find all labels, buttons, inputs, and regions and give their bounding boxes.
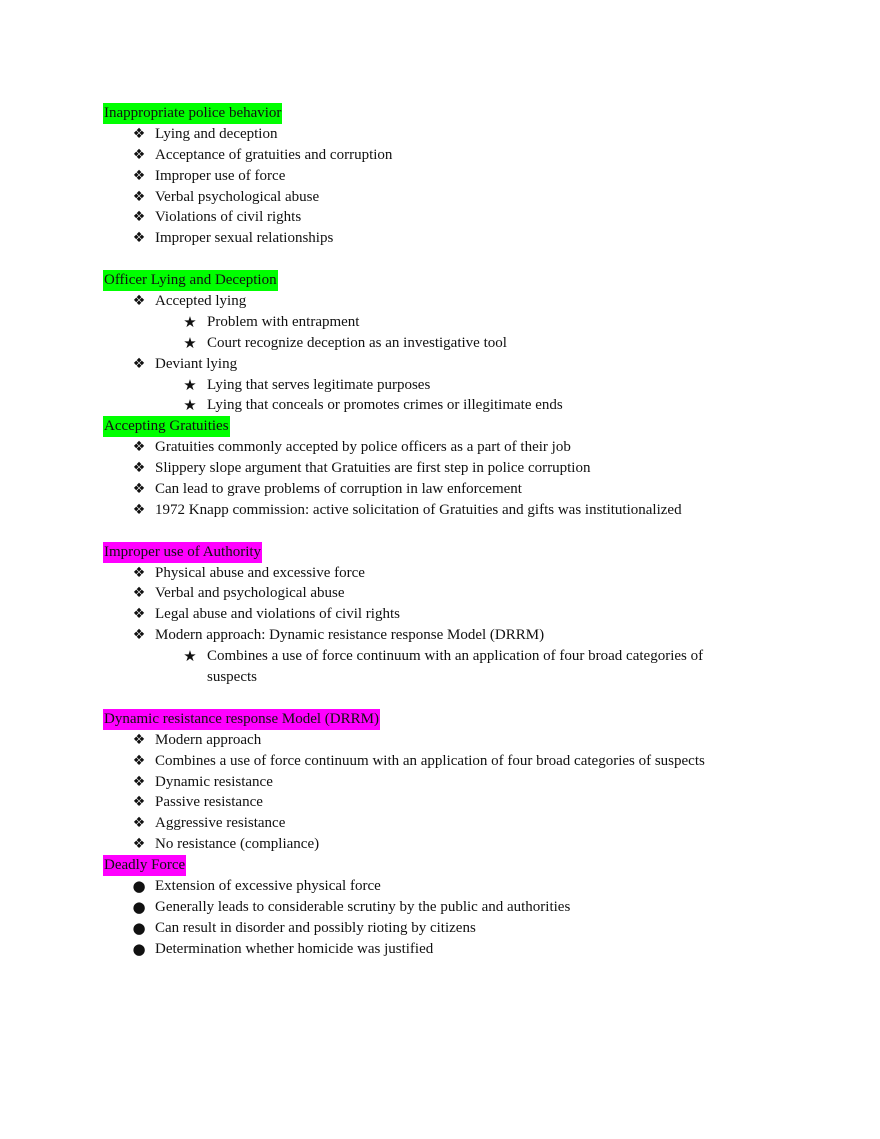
list-item: ❖ Physical abuse and excessive force [103, 563, 783, 584]
list-item: ❖ Deviant lying [103, 354, 783, 375]
diamond-bullet-icon: ❖ [132, 460, 146, 477]
diamond-bullet-icon: ❖ [132, 125, 146, 142]
diamond-bullet-icon: ❖ [132, 209, 146, 226]
diamond-bullet-icon: ❖ [132, 230, 146, 247]
dot-bullet-icon: ● [132, 876, 146, 895]
section-heading: Dynamic resistance response Model (DRRM) [103, 709, 380, 730]
diamond-bullet-icon: ❖ [132, 146, 146, 163]
star-bullet-icon: ★ [183, 396, 197, 415]
section-heading: Officer Lying and Deception [103, 270, 278, 291]
list-item: ❖ Can lead to grave problems of corruption in law enforcement [103, 479, 783, 500]
diamond-bullet-icon: ❖ [132, 752, 146, 769]
list-item: ❖ Modern approach: Dynamic resistance response Model (DRRM) [103, 625, 783, 646]
list-item: ❖ Passive resistance [103, 792, 783, 813]
diamond-bullet-icon: ❖ [132, 773, 146, 790]
list-item: ❖ Slippery slope argument that Gratuities are first step in police corruption [103, 458, 783, 479]
diamond-bullet-icon: ❖ [132, 836, 146, 853]
sub-list-item: ★ Lying that conceals or promotes crimes or illegitimate ends [103, 395, 783, 416]
list-item: ❖ Lying and deception [103, 124, 783, 145]
list-item: ❖ Combines a use of force continuum with an application of four broad categories of suspects [103, 751, 783, 772]
section-heading: Inappropriate police behavior [103, 103, 282, 124]
list-item: ❖ Accepted lying [103, 291, 783, 312]
list-item: ❖ Acceptance of gratuities and corruption [103, 145, 783, 166]
section-heading: Deadly Force [103, 855, 186, 876]
diamond-bullet-icon: ❖ [132, 188, 146, 205]
diamond-bullet-icon: ❖ [132, 167, 146, 184]
list-item: ❖ Violations of civil rights [103, 207, 783, 228]
diamond-bullet-icon: ❖ [132, 606, 146, 623]
diamond-bullet-icon: ❖ [132, 564, 146, 581]
diamond-bullet-icon: ❖ [132, 585, 146, 602]
star-bullet-icon: ★ [183, 375, 197, 394]
list-item: ❖ Verbal psychological abuse [103, 187, 783, 208]
list-item: ❖ Verbal and psychological abuse [103, 583, 783, 604]
diamond-bullet-icon: ❖ [132, 731, 146, 748]
diamond-bullet-icon: ❖ [132, 627, 146, 644]
list-item: ● Generally leads to considerable scrutiny by the public and authorities [103, 897, 783, 918]
diamond-bullet-icon: ❖ [132, 815, 146, 832]
list-item: ❖ No resistance (compliance) [103, 834, 783, 855]
dot-bullet-icon: ● [132, 918, 146, 937]
dot-bullet-icon: ● [132, 939, 146, 958]
list-item: ● Can result in disorder and possibly rioting by citizens [103, 918, 783, 939]
diamond-bullet-icon: ❖ [132, 355, 146, 372]
diamond-bullet-icon: ❖ [132, 293, 146, 310]
star-bullet-icon: ★ [183, 333, 197, 352]
diamond-bullet-icon: ❖ [132, 439, 146, 456]
list-item: ❖ Legal abuse and violations of civil rights [103, 604, 783, 625]
sub-list-item: ★ Combines a use of force continuum with an application of four broad categories of suspects [103, 646, 627, 688]
sub-list-item: ★ Court recognize deception as an investigative tool [103, 333, 783, 354]
list-item: ● Extension of excessive physical force [103, 876, 783, 897]
list-item: ❖ Dynamic resistance [103, 772, 783, 793]
list-item: ❖ 1972 Knapp commission: active solicitation of Gratuities and gifts was institutionalized [103, 500, 783, 521]
sub-list-item: ★ Lying that serves legitimate purposes [103, 375, 783, 396]
list-item: ❖ Improper use of force [103, 166, 783, 187]
star-bullet-icon: ★ [183, 312, 197, 331]
list-item: ❖ Gratuities commonly accepted by police officers as a part of their job [103, 437, 783, 458]
star-bullet-icon: ★ [183, 647, 197, 666]
dot-bullet-icon: ● [132, 897, 146, 916]
notes-content [103, 103, 783, 960]
sub-list-item: ★ Problem with entrapment [103, 312, 783, 333]
section-heading: Improper use of Authority [103, 542, 262, 563]
diamond-bullet-icon: ❖ [132, 794, 146, 811]
list-item: ● Determination whether homicide was justified [103, 939, 783, 960]
section-heading: Accepting Gratuities [103, 416, 230, 437]
diamond-bullet-icon: ❖ [132, 481, 146, 498]
list-item: ❖ Modern approach [103, 730, 783, 751]
list-item: ❖ Aggressive resistance [103, 813, 783, 834]
diamond-bullet-icon: ❖ [132, 501, 146, 518]
list-item: ❖ Improper sexual relationships [103, 228, 783, 249]
